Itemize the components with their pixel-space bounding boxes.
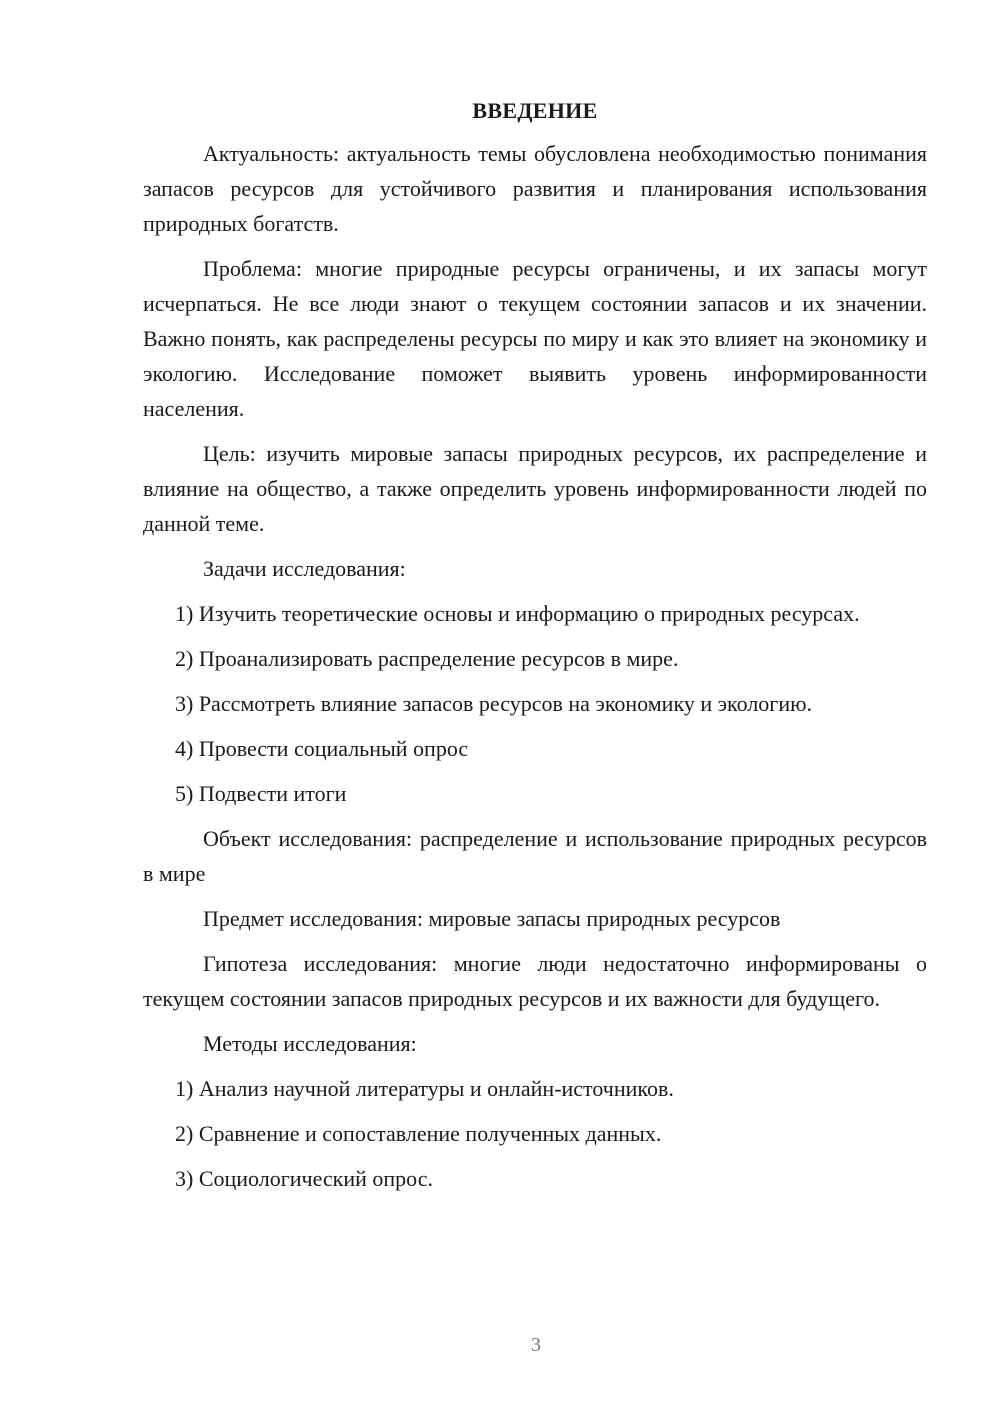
task-item: 4) Провести социальный опрос	[175, 736, 469, 761]
task-item: 2) Проанализировать распределение ресурсов в мире.	[175, 646, 679, 671]
method-item: 2) Сравнение и сопоставление полученных данных.	[175, 1121, 662, 1146]
page-number: 3	[531, 1334, 541, 1356]
relevance-paragraph: Актуальность: актуальность темы обусловлена необходимостью понимания запасов ресурсов для устойчивого развития и планирования использования природных богатств.	[143, 141, 927, 236]
tasks-heading: Задачи исследования:	[203, 556, 406, 581]
page-title: ВВЕДЕНИЕ	[472, 98, 598, 123]
subject-paragraph: Предмет исследования: мировые запасы природных ресурсов	[203, 906, 781, 931]
hypothesis-paragraph: Гипотеза исследования: многие люди недостаточно информированы о текущем состоянии запасов природных ресурсов и их важности для будущего.	[143, 951, 927, 1011]
task-item: 1) Изучить теоретические основы и информацию о природных ресурсах.	[175, 601, 860, 626]
problem-paragraph: Проблема: многие природные ресурсы ограничены, и их запасы могут исчерпаться. Не все люди знают о текущем состоянии запасов и их значении. Важно понять, как распределены ресурсы по миру и как это влияет на экономику и экологию. Исследование поможет выявить уровень информированности населения.	[143, 256, 927, 421]
goal-paragraph: Цель: изучить мировые запасы природных ресурсов, их распределение и влияние на общество, а также определить уровень информированности людей по данной теме.	[143, 441, 927, 536]
methods-heading: Методы исследования:	[203, 1031, 417, 1056]
task-item: 5) Подвести итоги	[175, 781, 347, 806]
task-item: 3) Рассмотреть влияние запасов ресурсов на экономику и экологию.	[175, 691, 813, 716]
page-content	[143, 96, 927, 1206]
object-paragraph: Объект исследования: распределение и использование природных ресурсов в мире	[143, 826, 927, 886]
method-item: 3) Социологический опрос.	[175, 1166, 433, 1191]
method-item: 1) Анализ научной литературы и онлайн-источников.	[175, 1076, 674, 1101]
